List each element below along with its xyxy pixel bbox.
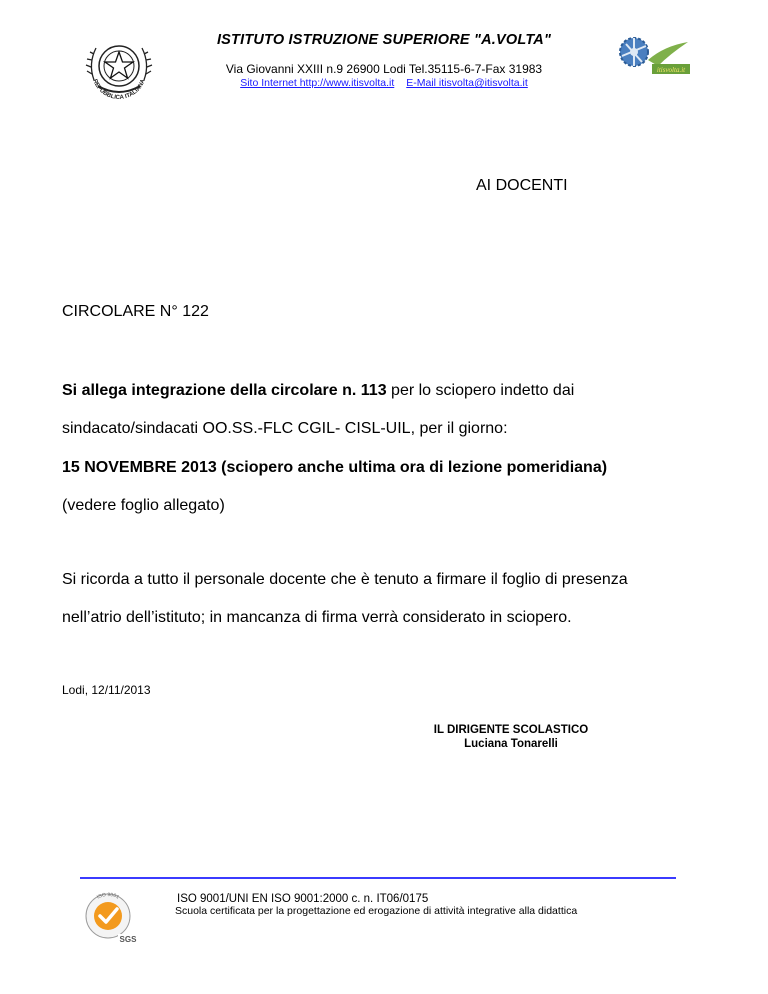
signature-role: IL DIRIGENTE SCOLASTICO <box>433 724 589 736</box>
body-paragraph-4: (vedere foglio allegato) <box>62 497 225 514</box>
itis-volta-logo-icon <box>612 34 692 84</box>
body-paragraph-1-rest: per lo sciopero indetto dai <box>386 382 575 399</box>
date-line: Lodi, 12/11/2013 <box>62 683 151 697</box>
body-paragraph-1 <box>62 382 574 400</box>
iso-certificate-line: ISO 9001/UNI EN ISO 9001:2000 c. n. IT06/0175 <box>177 893 429 905</box>
website-link[interactable]: Sito Internet http://www.itisvolta.it <box>240 77 395 89</box>
signature-name: Luciana Tonarelli <box>464 738 558 750</box>
body-paragraph-1-bold: Si allega integrazione della circolare n. 113 <box>62 382 387 399</box>
emblem-text: REPUBBLICA ITALIANA <box>91 78 147 102</box>
signature-block <box>416 723 606 751</box>
circular-number: CIRCOLARE N° 122 <box>62 303 209 320</box>
cert-logo-ring-text: ISO 9001 <box>95 891 120 901</box>
body-paragraph-6: nell’atrio dell’istituto; in mancanza di firma verrà considerato in sciopero. <box>62 609 572 626</box>
institute-name: ISTITUTO ISTRUZIONE SUPERIORE "A.VOLTA" <box>216 32 552 48</box>
body-paragraph-2: sindacato/sindacati OO.SS.-FLC CGIL- CISL-UIL, per il giorno: <box>62 420 508 437</box>
institute-address: Via Giovanni XXIII n.9 26900 Lodi Tel.35115-6-7-Fax 31983 <box>225 62 543 76</box>
school-logo-text: itisvolta.it <box>656 66 686 74</box>
footer-divider <box>80 877 676 879</box>
body-paragraph-3: 15 NOVEMBRE 2013 (sciopero anche ultima ora di lezione pomeridiana) <box>62 459 608 476</box>
email-link[interactable]: E-Mail itisvolta@itisvolta.it <box>406 77 528 89</box>
recipient: AI DOCENTI <box>476 177 568 194</box>
body-paragraph-5: Si ricorda a tutto il personale docente che è tenuto a firmare il foglio di presenza <box>62 571 628 588</box>
certification-description: Scuola certificata per la progettazione ed erogazione di attività integrative alla didattica <box>175 905 578 917</box>
cert-logo-text: SGS <box>119 935 137 944</box>
sgs-iso-certification-icon <box>80 890 140 944</box>
